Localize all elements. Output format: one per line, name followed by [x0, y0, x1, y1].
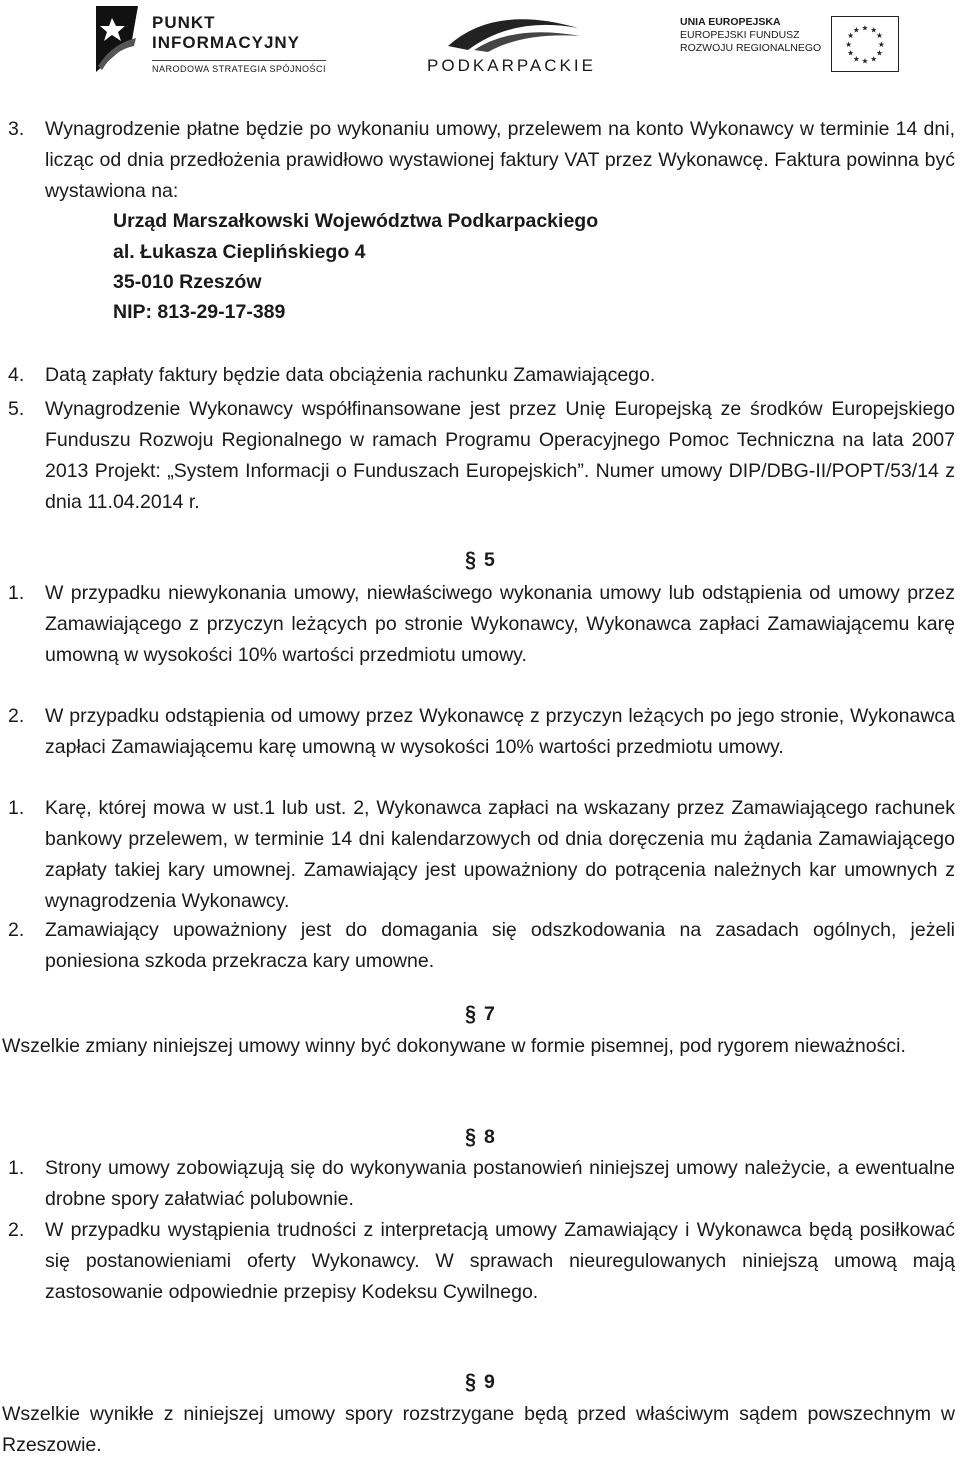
section-number: 5 [484, 549, 495, 571]
svg-text:★: ★ [845, 39, 853, 49]
eu-flag-icon [831, 16, 899, 72]
section-5-heading [440, 545, 520, 576]
section-8-heading [440, 1122, 520, 1153]
payment-date-item [8, 360, 955, 391]
eu-line-1: UNIA EUROPEJSKA [680, 16, 781, 28]
svg-text:★: ★ [852, 54, 860, 64]
logo-line-3: NARODOWA STRATEGIA SPÓJNOŚCI [152, 60, 326, 74]
svg-text:★: ★ [870, 25, 878, 35]
svg-text:★: ★ [876, 48, 883, 58]
eu-line-2: EUROPEJSKI FUNDUSZ [680, 29, 800, 41]
eu-line-3: ROZWOJU REGIONALNEGO [680, 42, 822, 54]
amendments-paragraph: Wszelkie zmiany niniejszej umowy winny być dokonywane w formie pisemnej, pod rygorem nieważności. [2, 1035, 906, 1057]
disputes-paragraph: Wszelkie wynikłe z niniejszej umowy spory rozstrzygane będą przed właściwym sądem powszechnym w Rzeszowie. [2, 1403, 955, 1456]
list-text: Strony umowy zobowiązują się do wykonywania postanowień niniejszej umowy należycie, a ewentualne drobne spory załatwiać polubownie. [45, 1157, 955, 1210]
svg-text:★: ★ [870, 54, 878, 64]
list-item [8, 578, 955, 671]
list-number: 5. [8, 398, 25, 420]
list-number: 2. [8, 1219, 25, 1241]
list-item [8, 1153, 955, 1215]
list-text: Wynagrodzenie Wykonawcy współfinansowane jest przez Unię Europejską ze środków Europejskiego Funduszu Rozwoju Regionalnego w ramach Programu Operacyjnego Pomoc Techniczna na lata 2007 2013 Projekt: „System Informacji o Funduszach Europejskich”. Numer umowy DIP/DBG-II/POPT/53/14 z dnia 11.04.2014 r. [45, 398, 955, 513]
svg-text:★: ★ [847, 31, 854, 41]
list-item [8, 1215, 955, 1308]
address-line-1: Urząd Marszałkowski Województwa Podkarpackiego [113, 210, 599, 232]
svg-text:★: ★ [877, 39, 885, 49]
list-number: 4. [8, 364, 25, 386]
punkt-informacyjny-logo [92, 4, 342, 78]
svg-text:★: ★ [861, 56, 869, 66]
address-line-3: 35-010 Rzeszów [113, 271, 262, 293]
podkarpackie-logo [414, 6, 609, 78]
list-number: 2. [8, 919, 25, 941]
list-number: 1. [8, 582, 25, 604]
svg-text:★: ★ [876, 31, 883, 41]
list-number: 3. [8, 118, 25, 140]
svg-text:★: ★ [847, 48, 854, 58]
section-sign-icon: § [465, 1369, 476, 1395]
svg-text:★: ★ [852, 25, 860, 35]
section-number: 7 [484, 1003, 495, 1025]
list-text: Wynagrodzenie płatne będzie po wykonaniu umowy, przelewem na konto Wykonawcy w terminie 14 dni, licząc od dnia przedłożenia prawidłowo wystawionej faktury VAT przez Wykonawcę. Faktura powinna być wystawiona na: [45, 118, 955, 202]
podkarpackie-text: PODKARPACKIE [427, 56, 596, 75]
section-9-heading [440, 1367, 520, 1398]
list-item [8, 701, 955, 763]
section-7-heading [440, 999, 520, 1030]
list-text: Karę, której mowa w ust.1 lub ust. 2, Wykonawca zapłaci na wskazany przez Zamawiającego rachunek bankowy przelewem, w terminie 14 dni kalendarzowych od dnia doręczenia mu żądania Zamawiającego zapłaty takiej kary umownej. Zamawiający jest upoważniony do potrącenia należnych kar umownych z wynagrodzenia Wykonawcy. [45, 797, 955, 912]
svg-text:★: ★ [861, 23, 869, 33]
section-sign-icon: § [465, 547, 476, 573]
list-number: 1. [8, 1157, 25, 1179]
address-line-2: al. Łukasza Cieplińskiego 4 [113, 241, 366, 263]
list-text: W przypadku niewykonania umowy, niewłaściwego wykonania umowy lub odstąpienia od umowy przez Zamawiającego z przyczyn leżących po stronie Wykonawcy, Wykonawca zapłaci Zamawiającemu karę umowną w wysokości 10% wartości przedmiotu umowy. [45, 582, 955, 666]
section-number: 9 [484, 1371, 495, 1393]
eu-logo [680, 16, 924, 78]
section-sign-icon: § [465, 1001, 476, 1027]
section-number: 8 [484, 1126, 495, 1148]
list-text: W przypadku odstąpienia od umowy przez Wykonawcę z przyczyn leżących po jego stronie, Wykonawca zapłaci Zamawiającemu karę umowną w wysokości 10% wartości przedmiotu umowy. [45, 705, 955, 758]
list-text: W przypadku wystąpienia trudności z interpretacją umowy Zamawiający i Wykonawca będą posiłkować się postanowieniami oferty Wykonawcy. W sprawach nieuregulowanych niniejszą umową mają zastosowanie odpowiednie przepisy Kodeksu Cywilnego. [45, 1219, 955, 1303]
list-item [8, 793, 955, 917]
address-line-4: NIP: 813-29-17-389 [113, 301, 286, 323]
payment-item [8, 114, 955, 207]
cofinancing-item [8, 394, 955, 518]
punkt-informacyjny-emblem-icon [92, 4, 144, 74]
list-number: 1. [8, 797, 25, 819]
list-number: 2. [8, 705, 25, 727]
section-sign-icon: § [465, 1124, 476, 1150]
list-text: Datą zapłaty faktury będzie data obciążenia rachunku Zamawiającego. [45, 364, 656, 386]
logo-line-2: INFORMACYJNY [152, 33, 301, 52]
list-item [8, 915, 955, 977]
logo-line-1: PUNKT [152, 13, 216, 32]
list-text: Zamawiający upoważniony jest do domagania się odszkodowania na zasadach ogólnych, jeżeli poniesiona szkoda przekracza kary umowne. [45, 919, 955, 972]
podkarpackie-emblem-icon [444, 6, 584, 52]
